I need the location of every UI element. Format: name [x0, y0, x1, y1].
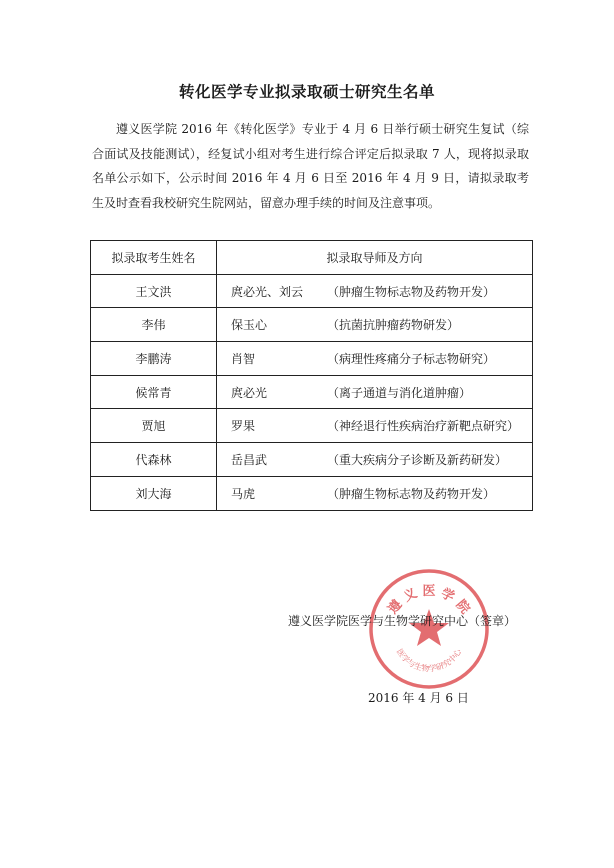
official-seal	[365, 565, 493, 693]
student-name: 刘大海	[91, 476, 217, 510]
advisor-cell	[217, 409, 533, 443]
table-row	[91, 443, 533, 477]
advisor-cell	[217, 308, 533, 342]
table-row	[91, 375, 533, 409]
header-advisor-direction: 拟录取导师及方向	[217, 241, 533, 275]
seal-text-bottom-path: 医学与生物学研究中心	[394, 647, 464, 674]
research-direction: （神经退行性疾病治疗新靶点研究）	[327, 419, 520, 434]
advisor-name: 庹必光	[231, 385, 268, 400]
table-row	[91, 274, 533, 308]
signature-line: 遵义医学院医学与生物学研究中心（签章）	[288, 614, 517, 628]
table-row	[91, 342, 533, 376]
announcement-paragraph: 遵义医学院 2016 年《转化医学》专业于 4 月 6 日举行硕士研究生复试（综合面试及技能测试），经复试小组对考生进行综合评定后拟录取 7 人，现将拟录取名单公示如下，公示时间 2016 年 4 月 6 日至 2016 年 4 月 9 日，请拟录取考生及时查看我校研究生院网站，留意办理手续的时间及注意事项。	[92, 122, 529, 210]
signing-date: 2016 年 4 月 6 日	[368, 691, 469, 705]
research-direction: （病理性疼痛分子标志物研究）	[327, 351, 496, 366]
research-direction: （肿瘤生物标志物及药物开发）	[327, 486, 496, 501]
advisor-name: 保玉心	[231, 318, 268, 333]
student-name: 李鹏涛	[91, 342, 217, 376]
table-row	[91, 476, 533, 510]
student-name: 代森林	[91, 443, 217, 477]
table-header-row	[91, 241, 533, 275]
research-direction: （抗菌抗肿瘤药物研发）	[327, 318, 460, 333]
research-direction: （离子通道与消化道肿瘤）	[327, 385, 472, 400]
advisor-cell	[217, 375, 533, 409]
student-name: 李伟	[91, 308, 217, 342]
research-direction: （重大疾病分子诊断及新药研发）	[327, 452, 508, 467]
document-title: 转化医学专业拟录取硕士研究生名单	[178, 83, 435, 101]
header-student-name: 拟录取考生姓名	[91, 241, 217, 275]
student-name: 候常青	[91, 375, 217, 409]
table-row	[91, 308, 533, 342]
seal-text-bottom	[395, 646, 464, 673]
advisor-cell	[217, 342, 533, 376]
advisor-name: 庹必光、刘云	[231, 284, 304, 299]
seal-text-top-path: 遵 义 医 学 院	[385, 584, 473, 618]
research-direction: （肿瘤生物标志物及药物开发）	[327, 284, 496, 299]
advisor-cell	[217, 274, 533, 308]
advisor-cell	[217, 443, 533, 477]
advisor-name: 罗果	[231, 419, 256, 434]
admission-table	[90, 240, 533, 511]
table-row	[91, 409, 533, 443]
advisor-name: 肖智	[231, 351, 256, 366]
advisor-name: 岳昌武	[231, 452, 268, 467]
student-name: 贾旭	[91, 409, 217, 443]
advisor-cell	[217, 476, 533, 510]
student-name: 王文洪	[91, 274, 217, 308]
advisor-name: 马虎	[231, 486, 256, 501]
